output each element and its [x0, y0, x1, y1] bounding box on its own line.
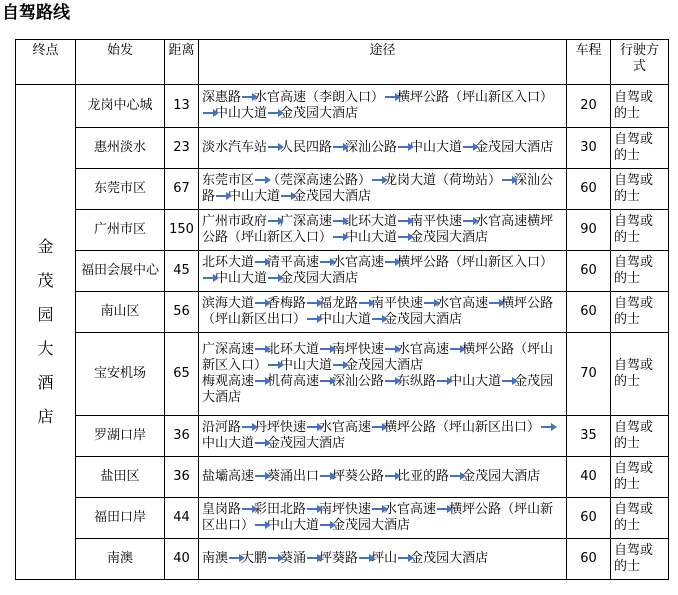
arrow-right-icon	[268, 112, 279, 114]
route-cell	[199, 128, 567, 169]
arrow-right-icon	[268, 364, 279, 366]
route-stop: 金茂园大酒店	[410, 230, 489, 245]
arrow-right-icon	[385, 380, 396, 382]
route-cell	[199, 169, 567, 210]
route-stop: 水官高速	[319, 420, 372, 435]
route-line	[202, 255, 563, 287]
arrow-right-icon	[372, 426, 383, 428]
arrow-right-icon	[333, 146, 344, 148]
destination-char: 园	[37, 305, 54, 324]
travel-mode-cell: 自驾或的士	[611, 539, 669, 580]
destination-name	[19, 230, 72, 434]
header-origin: 始发	[76, 40, 165, 85]
origin-cell: 广州市区	[76, 210, 165, 251]
origin-cell: 盐田区	[76, 457, 165, 498]
route-stop: 金茂园大酒店	[280, 106, 359, 121]
route-stop: 龙岗大道（荷坳站）	[384, 173, 502, 188]
table-row	[16, 292, 669, 333]
table-row	[16, 251, 669, 292]
route-stop: 葵涌	[280, 551, 307, 566]
distance-cell: 44	[165, 498, 199, 539]
arrow-right-icon	[229, 557, 240, 559]
route-line	[202, 374, 563, 406]
arrow-right-icon	[385, 475, 396, 477]
drive-time-cell: 60	[567, 169, 611, 210]
distance-cell: 40	[165, 539, 199, 580]
drive-time-cell: 60	[567, 498, 611, 539]
travel-mode-cell: 自驾或的士	[611, 128, 669, 169]
route-line	[202, 140, 563, 156]
route-stop: 皇岗路	[202, 502, 242, 517]
arrow-right-icon	[320, 475, 331, 477]
route-stop: 横坪公路（坪山新区出口）	[384, 420, 541, 435]
route-cell	[199, 210, 567, 251]
header-route: 途径	[199, 40, 567, 85]
drive-time-cell: 30	[567, 128, 611, 169]
origin-cell: 宝安机场	[76, 333, 165, 416]
route-stop: 金茂园大酒店	[332, 518, 411, 533]
arrow-right-icon	[216, 195, 227, 197]
route-stop: 丹坪快速	[254, 420, 307, 435]
arrow-right-icon	[502, 179, 513, 181]
destination-char: 大	[37, 339, 54, 358]
route-stop: 南平快速	[410, 214, 463, 229]
route-stop: 南坪快速	[332, 342, 385, 357]
distance-cell: 67	[165, 169, 199, 210]
route-stop: 东莞市区	[202, 173, 255, 188]
arrow-right-icon	[372, 508, 383, 510]
route-line	[202, 551, 563, 567]
table-row	[16, 416, 669, 457]
route-stop: 机荷高速	[267, 374, 320, 389]
arrow-right-icon	[320, 348, 331, 350]
arrow-right-icon	[502, 380, 513, 382]
table-row	[16, 85, 669, 128]
route-line	[202, 296, 563, 328]
route-stop: 南平快速	[371, 296, 424, 311]
arrow-right-icon	[268, 277, 279, 279]
travel-mode-cell: 自驾或的士	[611, 457, 669, 498]
route-line	[202, 469, 563, 485]
header-travel-mode: 行驶方式	[611, 40, 669, 85]
arrow-right-icon	[203, 112, 214, 114]
arrow-right-icon	[463, 220, 474, 222]
route-stop: 清平高速	[267, 255, 320, 270]
route-stop: 比亚的路	[397, 469, 450, 484]
drive-time-cell: 60	[567, 539, 611, 580]
header-destination: 终点	[16, 40, 76, 85]
table-row	[16, 539, 669, 580]
arrow-right-icon	[437, 380, 448, 382]
arrow-right-icon	[268, 220, 279, 222]
arrow-right-icon	[333, 364, 344, 366]
table-row	[16, 498, 669, 539]
arrow-right-icon	[333, 220, 344, 222]
route-stop: 北环大道	[345, 214, 398, 229]
travel-mode-cell: 自驾或的士	[611, 498, 669, 539]
destination-cell	[16, 85, 76, 580]
travel-mode-cell: 自驾或的士	[611, 333, 669, 416]
route-stop: 深惠路	[202, 90, 242, 105]
route-table	[15, 39, 669, 580]
route-stop: 淡水汽车站	[202, 140, 268, 155]
table-row	[16, 333, 669, 416]
arrow-right-icon	[255, 261, 266, 263]
route-stop: 金茂园大酒店	[267, 436, 346, 451]
arrow-right-icon	[385, 96, 396, 98]
origin-cell: 罗湖口岸	[76, 416, 165, 457]
arrow-right-icon	[359, 557, 370, 559]
arrow-right-icon	[398, 557, 409, 559]
header-distance: 距离	[165, 40, 199, 85]
route-stop: 深汕公路	[332, 374, 385, 389]
route-stop: 金茂园大酒店	[293, 189, 372, 204]
arrow-right-icon	[320, 524, 331, 526]
route-stop: 中山大道	[319, 312, 372, 327]
origin-cell: 福田口岸	[76, 498, 165, 539]
distance-cell: 150	[165, 210, 199, 251]
distance-cell: 36	[165, 416, 199, 457]
origin-cell: 南澳	[76, 539, 165, 580]
arrow-right-icon	[242, 96, 253, 98]
route-stop: 广深高速	[280, 214, 333, 229]
route-line	[202, 173, 563, 205]
route-stop: 中山大道	[267, 518, 320, 533]
travel-mode-cell: 自驾或的士	[611, 210, 669, 251]
route-stop: 横坪公路（坪山新区出口）	[202, 502, 554, 533]
arrow-right-icon	[463, 146, 474, 148]
route-stop: 中山大道	[215, 106, 268, 121]
route-stop: 水官高速（李朗入口）	[254, 90, 385, 105]
drive-time-cell: 60	[567, 292, 611, 333]
destination-char: 酒	[37, 373, 54, 392]
route-stop: 金茂园大酒店	[410, 551, 489, 566]
route-stop: 中山大道	[228, 189, 281, 204]
route-line	[202, 90, 563, 122]
destination-char: 店	[37, 407, 54, 426]
arrow-right-icon	[450, 348, 461, 350]
route-stop: 水官高速	[397, 342, 450, 357]
route-stop: 横坪公路（坪山新区入口）	[202, 342, 554, 373]
arrow-right-icon	[307, 557, 318, 559]
arrow-right-icon	[203, 277, 214, 279]
route-stop: 东纵路	[397, 374, 437, 389]
arrow-right-icon	[372, 179, 383, 181]
distance-cell: 56	[165, 292, 199, 333]
travel-mode-cell: 自驾或的士	[611, 169, 669, 210]
travel-mode-cell: 自驾或的士	[611, 251, 669, 292]
arrow-right-icon	[268, 557, 279, 559]
origin-cell: 南山区	[76, 292, 165, 333]
arrow-right-icon	[307, 302, 318, 304]
route-stop: 水官高速	[436, 296, 489, 311]
arrow-right-icon	[307, 426, 318, 428]
distance-cell: 23	[165, 128, 199, 169]
route-stop: 水官高速	[384, 502, 437, 517]
route-cell	[199, 251, 567, 292]
arrow-right-icon	[255, 302, 266, 304]
arrow-right-icon	[281, 195, 292, 197]
route-line	[202, 420, 563, 452]
origin-cell: 惠州淡水	[76, 128, 165, 169]
arrow-right-icon	[541, 426, 552, 428]
arrow-right-icon	[255, 348, 266, 350]
table-header-row	[16, 40, 669, 85]
arrow-right-icon	[268, 146, 279, 148]
distance-cell: 65	[165, 333, 199, 416]
route-stop: 香梅路	[267, 296, 307, 311]
route-stop: 盐壩高速	[202, 469, 255, 484]
route-stop: 大鹏	[241, 551, 268, 566]
route-stop: 福龙路	[319, 296, 359, 311]
travel-mode-cell: 自驾或的士	[611, 416, 669, 457]
origin-cell: 龙岗中心城	[76, 85, 165, 128]
drive-time-cell: 40	[567, 457, 611, 498]
origin-cell: 东莞市区	[76, 169, 165, 210]
route-cell	[199, 416, 567, 457]
table-row	[16, 128, 669, 169]
route-stop: 中山大道	[280, 358, 333, 373]
route-stop: 深汕公路	[345, 140, 398, 155]
drive-time-cell: 70	[567, 333, 611, 416]
route-stop: 中山大道	[449, 374, 502, 389]
distance-cell: 45	[165, 251, 199, 292]
route-stop: 坪葵公路	[332, 469, 385, 484]
route-stop: 横坪公路（坪山新区入口）	[397, 90, 554, 105]
route-stop: 金茂园大酒店	[280, 271, 359, 286]
arrow-right-icon	[307, 318, 318, 320]
route-stop: 葵涌出口	[267, 469, 320, 484]
arrow-right-icon	[385, 348, 396, 350]
page-title: 自驾路线	[2, 3, 70, 23]
arrow-right-icon	[242, 426, 253, 428]
route-stop: 北环大道	[267, 342, 320, 357]
arrow-right-icon	[242, 508, 253, 510]
route-cell	[199, 457, 567, 498]
origin-cell: 福田会展中心	[76, 251, 165, 292]
route-stop: 水官高速	[332, 255, 385, 270]
arrow-right-icon	[320, 380, 331, 382]
arrow-right-icon	[255, 475, 266, 477]
route-stop: 滨海大道	[202, 296, 255, 311]
table-row	[16, 169, 669, 210]
route-cell	[199, 292, 567, 333]
route-stop: 金茂园大酒店	[462, 469, 541, 484]
distance-cell: 13	[165, 85, 199, 128]
route-stop: 横坪公路（坪山新区出口）	[202, 296, 554, 327]
drive-time-cell: 90	[567, 210, 611, 251]
route-cell	[199, 85, 567, 128]
route-stop: 中山大道	[215, 271, 268, 286]
drive-time-cell: 35	[567, 416, 611, 457]
route-stop: 彩田北路	[254, 502, 307, 517]
drive-time-cell: 60	[567, 251, 611, 292]
arrow-right-icon	[333, 236, 344, 238]
route-cell	[199, 539, 567, 580]
arrow-right-icon	[255, 442, 266, 444]
arrow-right-icon	[398, 220, 409, 222]
drive-time-cell: 20	[567, 85, 611, 128]
destination-char: 金	[37, 237, 54, 256]
route-stop: 横坪公路（坪山新区入口）	[397, 255, 554, 270]
travel-mode-cell: 自驾或的士	[611, 292, 669, 333]
arrow-right-icon	[359, 302, 370, 304]
arrow-right-icon	[398, 236, 409, 238]
destination-char: 茂	[37, 271, 54, 290]
route-stop: 深汕公路	[202, 173, 554, 204]
route-stop: 坪山	[371, 551, 398, 566]
arrow-right-icon	[437, 508, 448, 510]
route-line	[202, 502, 563, 534]
route-stop: 梅观高速	[202, 374, 255, 389]
route-stop: 北环大道	[202, 255, 255, 270]
route-line	[202, 342, 563, 374]
arrow-right-icon	[255, 524, 266, 526]
route-stop: 人民四路	[280, 140, 333, 155]
route-stop: 广深高速	[202, 342, 255, 357]
table-row	[16, 457, 669, 498]
arrow-right-icon	[307, 508, 318, 510]
arrow-right-icon	[398, 146, 409, 148]
header-drive-time: 车程	[567, 40, 611, 85]
route-stop: 坪葵路	[319, 551, 359, 566]
table-row	[16, 210, 669, 251]
arrow-right-icon	[450, 475, 461, 477]
route-stop: 金茂园大酒店	[345, 358, 424, 373]
route-stop: 沿河路	[202, 420, 242, 435]
route-cell	[199, 498, 567, 539]
arrow-right-icon	[489, 302, 500, 304]
arrow-right-icon	[255, 179, 266, 181]
arrow-right-icon	[255, 380, 266, 382]
arrow-right-icon	[320, 261, 331, 263]
route-stop: 水官高速横坪公路（坪山新区入口）	[202, 214, 554, 245]
route-stop: 金茂园大酒店	[475, 140, 554, 155]
route-stop: 广州市政府	[202, 214, 268, 229]
arrow-right-icon	[372, 318, 383, 320]
route-stop: 南坪快速	[319, 502, 372, 517]
route-stop: 中山大道	[410, 140, 463, 155]
route-stop: 中山大道	[345, 230, 398, 245]
route-stop: 南澳	[202, 551, 229, 566]
route-line	[202, 214, 563, 246]
route-stop: （莞深高速公路）	[267, 173, 372, 188]
travel-mode-cell: 自驾或的士	[611, 85, 669, 128]
arrow-right-icon	[385, 261, 396, 263]
route-stop: 金茂园大酒店	[202, 374, 554, 405]
route-cell	[199, 333, 567, 416]
route-stop: 中山大道	[202, 436, 255, 451]
distance-cell: 36	[165, 457, 199, 498]
route-stop: 金茂园大酒店	[384, 312, 463, 327]
arrow-right-icon	[424, 302, 435, 304]
